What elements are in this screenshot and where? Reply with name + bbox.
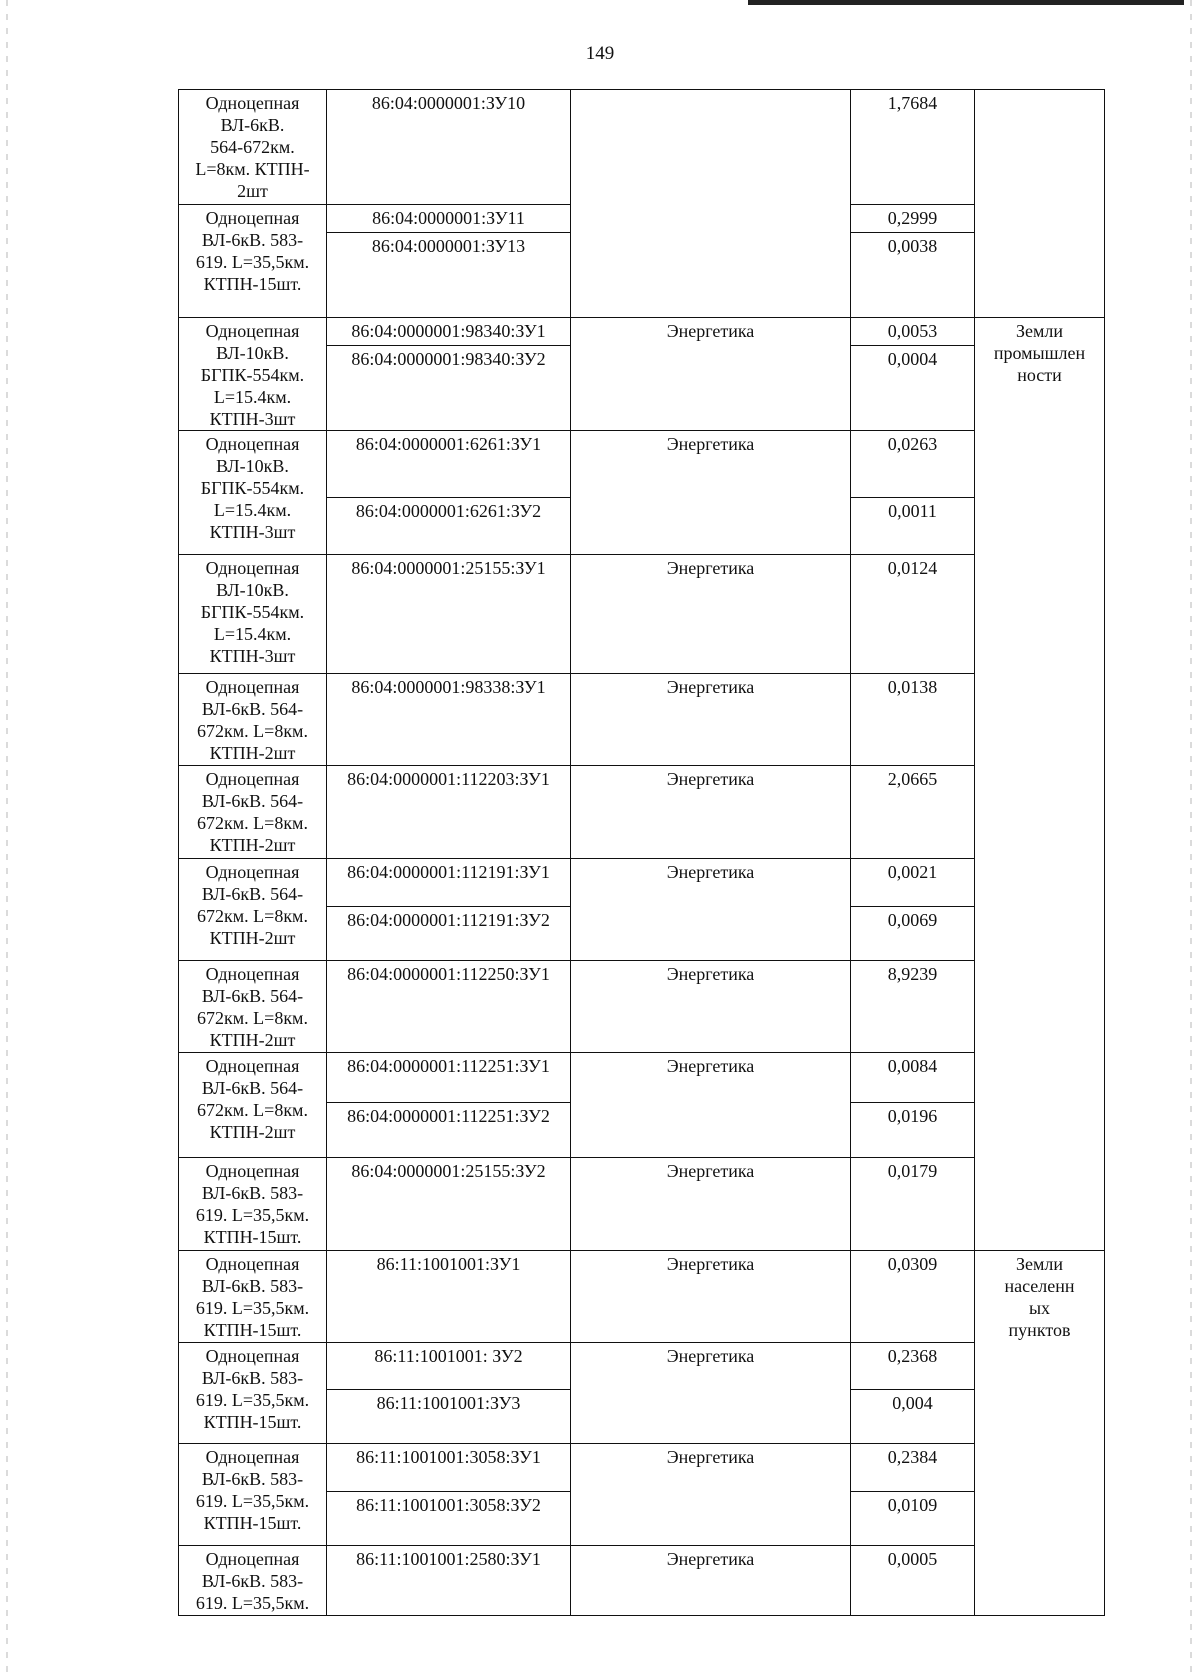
cadastral-number-cell: 86:04:0000001:ЗУ13 <box>327 233 571 318</box>
usage-cell: Энергетика <box>571 1343 851 1444</box>
cadastral-number-cell: 86:11:1001001:ЗУ3 <box>327 1390 571 1444</box>
cadastral-number-cell: 86:04:0000001:98340:ЗУ1 <box>327 318 571 346</box>
cadastral-number-cell: 86:04:0000001:6261:ЗУ1 <box>327 431 571 498</box>
area-cell: 0,2384 <box>851 1444 975 1492</box>
power-line-cell: Одноцепная ВЛ-6кВ. 564- 672км. L=8км. КТПН-2шт <box>179 859 327 961</box>
cadastral-number-cell: 86:04:0000001:112250:ЗУ1 <box>327 961 571 1053</box>
cadastral-number-cell: 86:04:0000001:112203:ЗУ1 <box>327 766 571 859</box>
power-line-cell: Одноцепная ВЛ-6кВ. 564-672км. L=8км. КТПН- 2шт <box>179 90 327 205</box>
usage-cell: Энергетика <box>571 674 851 766</box>
usage-cell: Энергетика <box>571 859 851 961</box>
table-row <box>179 1158 1105 1251</box>
usage-cell: Энергетика <box>571 1158 851 1251</box>
power-line-cell: Одноцепная ВЛ-6кВ. 583- 619. L=35,5км. КТПН-15шт. <box>179 1251 327 1343</box>
area-cell: 0,2368 <box>851 1343 975 1390</box>
area-cell: 0,0196 <box>851 1103 975 1158</box>
usage-cell: Энергетика <box>571 1251 851 1343</box>
area-cell: 0,0124 <box>851 555 975 674</box>
power-line-cell: Одноцепная ВЛ-6кВ. 564- 672км. L=8км. КТПН-2шт <box>179 766 327 859</box>
cadastral-number-cell: 86:11:1001001:ЗУ1 <box>327 1251 571 1343</box>
page-number: 149 <box>585 43 615 64</box>
cadastral-number-cell: 86:04:0000001:25155:ЗУ1 <box>327 555 571 674</box>
area-cell: 1,7684 <box>851 90 975 205</box>
table-row <box>179 1546 1105 1616</box>
power-line-cell: Одноцепная ВЛ-6кВ. 564- 672км. L=8км. КТПН-2шт <box>179 674 327 766</box>
area-cell: 0,0263 <box>851 431 975 498</box>
usage-cell: Энергетика <box>571 766 851 859</box>
table-row <box>179 961 1105 1053</box>
table-row <box>179 90 1105 205</box>
area-cell: 0,0179 <box>851 1158 975 1251</box>
cadastral-number-cell: 86:04:0000001:98338:ЗУ1 <box>327 674 571 766</box>
area-cell: 0,2999 <box>851 205 975 233</box>
land-plots-table <box>178 89 1105 1616</box>
usage-cell: Энергетика <box>571 431 851 555</box>
area-cell: 0,0138 <box>851 674 975 766</box>
usage-cell: Энергетика <box>571 1053 851 1158</box>
table-row <box>179 766 1105 859</box>
cadastral-number-cell: 86:04:0000001:6261:ЗУ2 <box>327 498 571 555</box>
power-line-cell: Одноцепная ВЛ-6кВ. 564- 672км. L=8км. КТПН-2шт <box>179 961 327 1053</box>
cadastral-number-cell: 86:04:0000001:ЗУ11 <box>327 205 571 233</box>
power-line-cell: Одноцепная ВЛ-6кВ. 583- 619. L=35,5км. КТПН-15шт. <box>179 1444 327 1546</box>
cadastral-number-cell: 86:04:0000001:112251:ЗУ2 <box>327 1103 571 1158</box>
table-row <box>179 431 1105 498</box>
power-line-cell: Одноцепная ВЛ-6кВ. 583- 619. L=35,5км. КТПН-15шт. <box>179 1343 327 1444</box>
table-row <box>179 674 1105 766</box>
cadastral-number-cell: 86:11:1001001:3058:ЗУ2 <box>327 1492 571 1546</box>
area-cell: 0,0069 <box>851 907 975 961</box>
area-cell: 0,0053 <box>851 318 975 346</box>
cadastral-number-cell: 86:04:0000001:25155:ЗУ2 <box>327 1158 571 1251</box>
power-line-cell: Одноцепная ВЛ-10кВ. БГПК-554км. L=15.4км. КТПН-3шт <box>179 431 327 555</box>
usage-cell: Энергетика <box>571 318 851 431</box>
cadastral-number-cell: 86:04:0000001:98340:ЗУ2 <box>327 346 571 431</box>
area-cell: 0,0309 <box>851 1251 975 1343</box>
power-line-cell: Одноцепная ВЛ-6кВ. 564- 672км. L=8км. КТПН-2шт <box>179 1053 327 1158</box>
usage-cell <box>571 90 851 318</box>
land-category-cell: Земли промышлен ности <box>975 318 1105 1251</box>
area-cell: 0,0011 <box>851 498 975 555</box>
cadastral-number-cell: 86:11:1001001:2580:ЗУ1 <box>327 1546 571 1616</box>
area-cell: 0,0005 <box>851 1546 975 1616</box>
usage-cell: Энергетика <box>571 555 851 674</box>
usage-cell: Энергетика <box>571 1546 851 1616</box>
cadastral-number-cell: 86:11:1001001: ЗУ2 <box>327 1343 571 1390</box>
power-line-cell: Одноцепная ВЛ-10кВ. БГПК-554км. L=15.4км. КТПН-3шт <box>179 318 327 431</box>
area-cell: 0,0004 <box>851 346 975 431</box>
table-row <box>179 1251 1105 1343</box>
area-cell: 0,0021 <box>851 859 975 907</box>
usage-cell: Энергетика <box>571 961 851 1053</box>
power-line-cell: Одноцепная ВЛ-6кВ. 583- 619. L=35,5км. КТПН-15шт. <box>179 1158 327 1251</box>
table-row <box>179 1053 1105 1103</box>
scan-edge-left <box>6 0 8 1674</box>
top-rule <box>748 0 1184 5</box>
cadastral-number-cell: 86:04:0000001:ЗУ10 <box>327 90 571 205</box>
cadastral-number-cell: 86:04:0000001:112251:ЗУ1 <box>327 1053 571 1103</box>
power-line-cell: Одноцепная ВЛ-6кВ. 583- 619. L=35,5км. КТПН-15шт. <box>179 205 327 318</box>
land-category-cell <box>975 90 1105 318</box>
area-cell: 0,0038 <box>851 233 975 318</box>
cadastral-number-cell: 86:04:0000001:112191:ЗУ2 <box>327 907 571 961</box>
land-category-cell: Земли населенн ых пунктов <box>975 1251 1105 1616</box>
table-row <box>179 859 1105 907</box>
usage-cell: Энергетика <box>571 1444 851 1546</box>
table-row <box>179 1444 1105 1492</box>
power-line-cell: Одноцепная ВЛ-6кВ. 583- 619. L=35,5км. <box>179 1546 327 1616</box>
cadastral-number-cell: 86:11:1001001:3058:ЗУ1 <box>327 1444 571 1492</box>
scan-edge-right <box>1190 0 1192 1674</box>
area-cell: 0,004 <box>851 1390 975 1444</box>
cadastral-number-cell: 86:04:0000001:112191:ЗУ1 <box>327 859 571 907</box>
area-cell: 2,0665 <box>851 766 975 859</box>
area-cell: 0,0084 <box>851 1053 975 1103</box>
table-row <box>179 555 1105 674</box>
table-row <box>179 1343 1105 1390</box>
area-cell: 8,9239 <box>851 961 975 1053</box>
power-line-cell: Одноцепная ВЛ-10кВ. БГПК-554км. L=15.4км. КТПН-3шт <box>179 555 327 674</box>
area-cell: 0,0109 <box>851 1492 975 1546</box>
table-row <box>179 318 1105 346</box>
